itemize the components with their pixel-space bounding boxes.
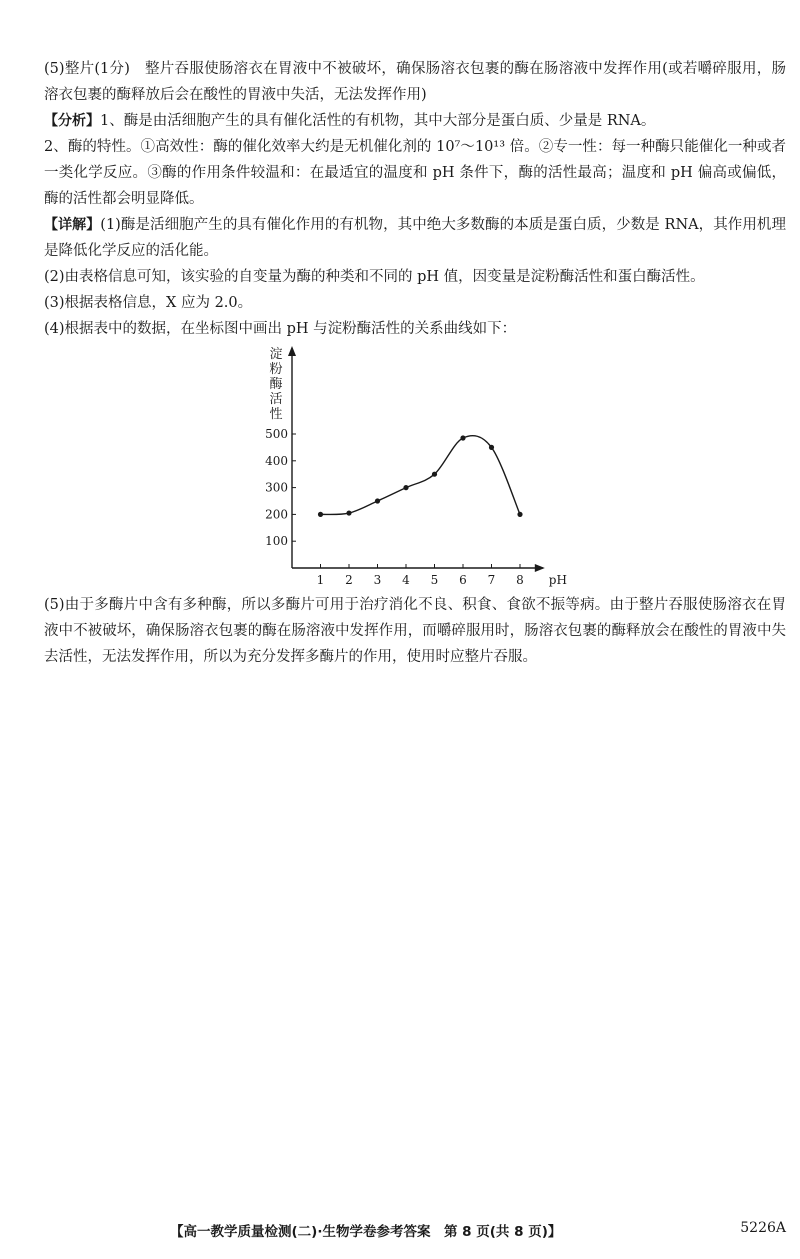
x-tick-label: 1 [316, 573, 325, 587]
x-tick-label: 3 [373, 573, 382, 587]
detail-3: (3)根据表格信息，X 应为 2.0。 [44, 295, 253, 311]
y-tick-label: 500 [265, 427, 288, 441]
data-point [375, 498, 380, 503]
x-tick-label: 2 [345, 573, 353, 587]
x-axis-label: pH [548, 573, 567, 587]
data-point [403, 485, 408, 490]
data-point [318, 512, 323, 517]
analysis-point-2: 2、酶的特性。①高效性：酶的催化效率大约是无机催化剂的 10⁷～10¹³ 倍。②专一性：每一种酶只能催化一种或者一类化学反应。③酶的作用条件较温和：在最适宜的温度和 pH 条件下，酶的活性最高；温度和 pH 偏高或偏低，酶的活性都会明显降低。 [44, 139, 786, 207]
data-point [517, 512, 522, 517]
detail-5: (5)由于多酶片中含有多种酶，所以多酶片可用于治疗消化不良、积食、食欲不振等病。由于整片吞服使肠溶衣在胃液中不被破坏，确保肠溶衣包裹的酶在肠溶液中发挥作用，而嚼碎服用时，肠溶衣包裹的酶释放会在酸性的胃液中失去活性，无法发挥作用，所以为充分发挥多酶片的作用，使用时应整片吞服。 [44, 597, 786, 665]
y-axis-label-char: 性 [269, 407, 283, 422]
detail-tag: 【详解】 [44, 217, 101, 233]
y-tick-label: 200 [265, 507, 288, 522]
y-axis-arrow [288, 346, 296, 356]
y-axis-label-char: 酶 [269, 377, 283, 392]
x-tick-label: 6 [459, 573, 467, 587]
data-point [346, 510, 351, 515]
y-tick-label: 400 [265, 453, 288, 468]
y-axis-label-char: 粉 [269, 362, 283, 377]
x-tick-label: 4 [402, 573, 410, 587]
amylase-ph-chart [262, 338, 572, 590]
detail-2: (2)由表格信息可知，该实验的自变量为酶的种类和不同的 pH 值，因变量是淀粉酶活性和蛋白酶活性。 [44, 269, 705, 285]
x-tick-label: 5 [430, 573, 439, 587]
detail-1-text: (1)酶是活细胞产生的具有催化作用的有机物，其中绝大多数酶的本质是蛋白质，少数是 RNA，其作用机理是降低化学反应的活化能。 [44, 217, 787, 259]
footer-code: 5226A [740, 1220, 786, 1236]
y-axis-label-char: 淀 [269, 347, 283, 362]
data-point [432, 472, 437, 477]
x-tick-label: 8 [516, 573, 524, 587]
data-point [460, 435, 465, 440]
detail-4: (4)根据表中的数据，在坐标图中画出 pH 与淀粉酶活性的关系曲线如下： [44, 321, 517, 337]
answer-5-short: (5)整片(1分) 整片吞服使肠溶衣在胃液中不被破坏，确保肠溶衣包裹的酶在肠溶液中发挥作用(或若嚼碎服用，肠溶衣包裹的酶释放后会在酸性的胃液中失活，无法发挥作用) [44, 61, 786, 103]
analysis-tag: 【分析】 [44, 113, 100, 129]
data-point [489, 445, 494, 450]
x-tick-label: 7 [487, 573, 496, 587]
footer-title: 【高一教学质量检测(二)·生物学卷参考答案 第 8 页(共 8 页)】 [170, 1224, 562, 1240]
analysis-point-1 [44, 108, 786, 134]
analysis-point-1-text: 1、酶是由活细胞产生的具有催化活性的有机物，其中大部分是蛋白质、少量是 RNA。 [100, 113, 656, 129]
x-axis-arrow [535, 564, 545, 572]
chart-svg [262, 338, 572, 590]
detail-1 [44, 212, 786, 264]
y-tick-label: 100 [265, 534, 288, 549]
y-tick-label: 300 [265, 480, 288, 495]
y-axis-label-char: 活 [269, 392, 283, 407]
